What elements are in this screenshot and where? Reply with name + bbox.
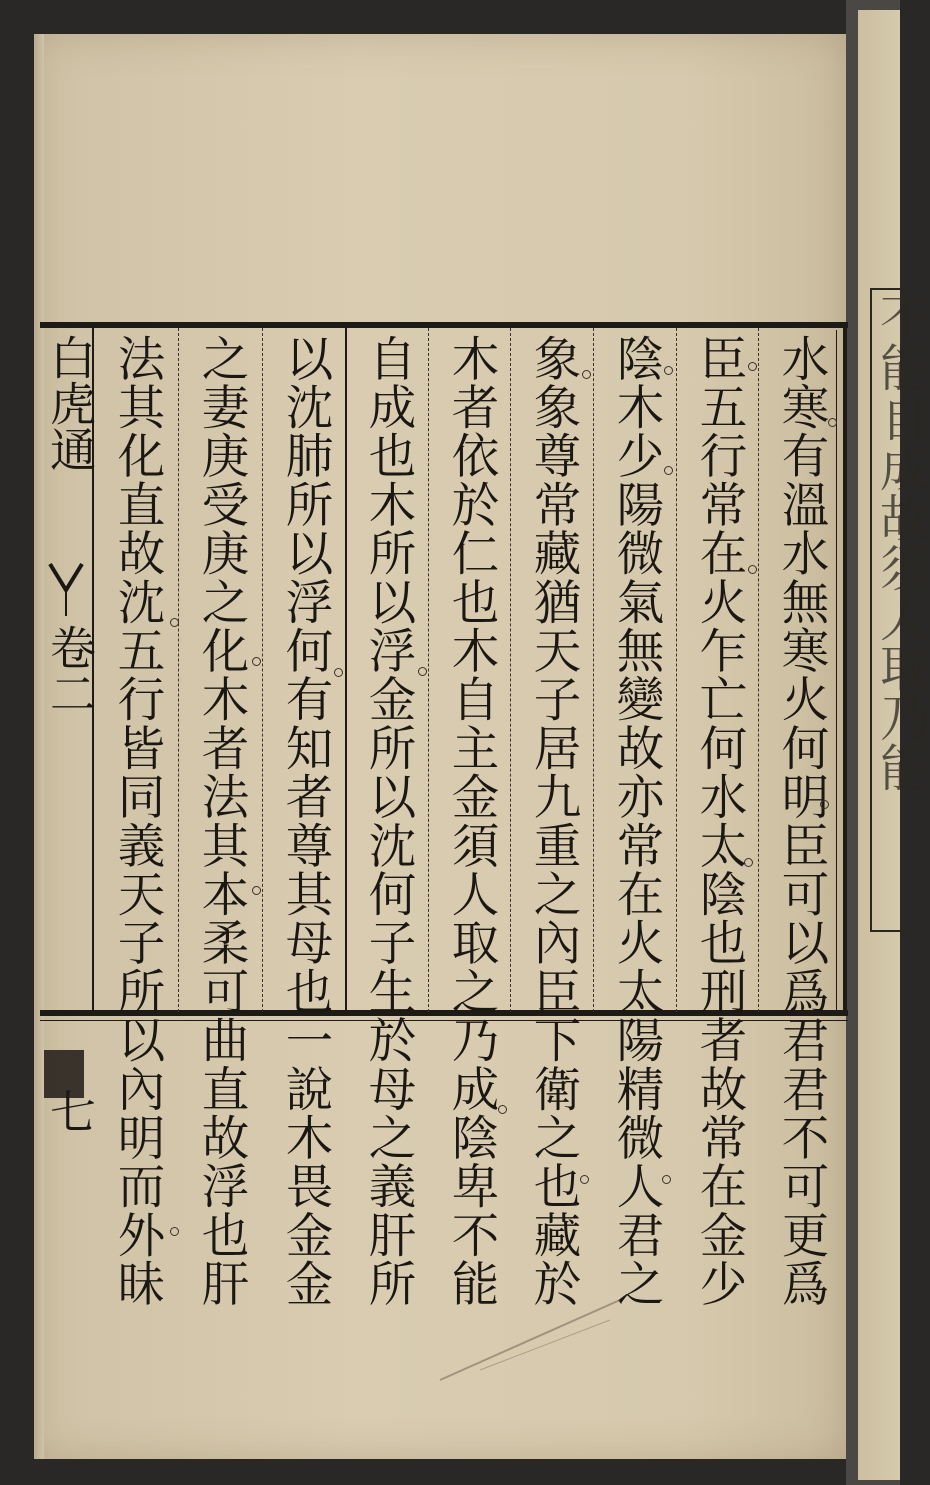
punctuation-mark xyxy=(252,886,261,895)
inner-top-rule xyxy=(345,325,839,331)
punctuation-mark xyxy=(748,362,757,371)
punctuation-mark xyxy=(252,657,261,666)
text-column-7: 以沈肺所以浮何有知者尊其母也一說木畏金金 xyxy=(277,334,332,1308)
text-column-6: 自成也木所以浮金所以沈何子生於母之義肝所 xyxy=(360,334,415,1308)
text-column-4: 象象尊常藏猶天子居九重之內臣下衛之也藏於 xyxy=(525,334,580,1308)
frame-right-rule xyxy=(843,322,847,1016)
faint-seal-mark xyxy=(420,1260,650,1410)
punctuation-mark xyxy=(828,418,837,427)
fish-tail-mark-icon xyxy=(46,560,86,618)
text-column-1: 水寒有溫水無寒火何明臣可以爲君君不可更爲 xyxy=(773,334,828,1308)
text-column-8: 之妻庚受庚之化木者法其本柔可曲直故浮也肝 xyxy=(193,334,248,1308)
punctuation-mark xyxy=(418,667,427,676)
column-rule xyxy=(262,328,263,1012)
punctuation-mark xyxy=(582,370,591,379)
adjacent-page-fragment: 不能自成故須人取乃能 xyxy=(872,292,930,792)
text-column-2: 臣五行常在火乍亡何水太陰也刑者故常在金少 xyxy=(691,334,746,1308)
punctuation-mark xyxy=(662,1175,671,1184)
punctuation-mark xyxy=(820,800,829,809)
column-rule xyxy=(593,328,594,1012)
frame-inner-right-rule xyxy=(836,330,837,1014)
text-column-3: 陰木少陽微氣無變故亦常在火太陽精微人君之 xyxy=(608,334,663,1308)
column-rule xyxy=(758,328,759,1012)
punctuation-mark xyxy=(334,668,343,677)
punctuation-mark xyxy=(580,1175,589,1184)
column-rule xyxy=(345,328,347,1012)
column-rule xyxy=(428,328,429,1012)
margin-page-number: 七 xyxy=(43,1088,97,1134)
punctuation-mark xyxy=(170,618,179,627)
margin-volume: 卷二 xyxy=(43,624,97,716)
punctuation-mark xyxy=(664,466,673,475)
column-rule xyxy=(510,328,511,1012)
punctuation-mark xyxy=(170,1227,179,1236)
column-rule xyxy=(178,328,179,1012)
text-column-5: 木者依於仁也木自主金須人取之乃成陰卑不能 xyxy=(443,334,498,1308)
punctuation-mark xyxy=(744,858,753,867)
punctuation-mark xyxy=(664,366,673,375)
column-rule xyxy=(676,328,677,1012)
punctuation-mark xyxy=(498,1105,507,1114)
text-column-9: 法其化直故沈五行皆同義天子所以內明而外昧 xyxy=(109,334,164,1308)
adjacent-page-text xyxy=(872,292,930,928)
page-edge xyxy=(34,34,44,1459)
margin-book-title: 白虎通 xyxy=(43,334,97,472)
punctuation-mark xyxy=(748,565,757,574)
